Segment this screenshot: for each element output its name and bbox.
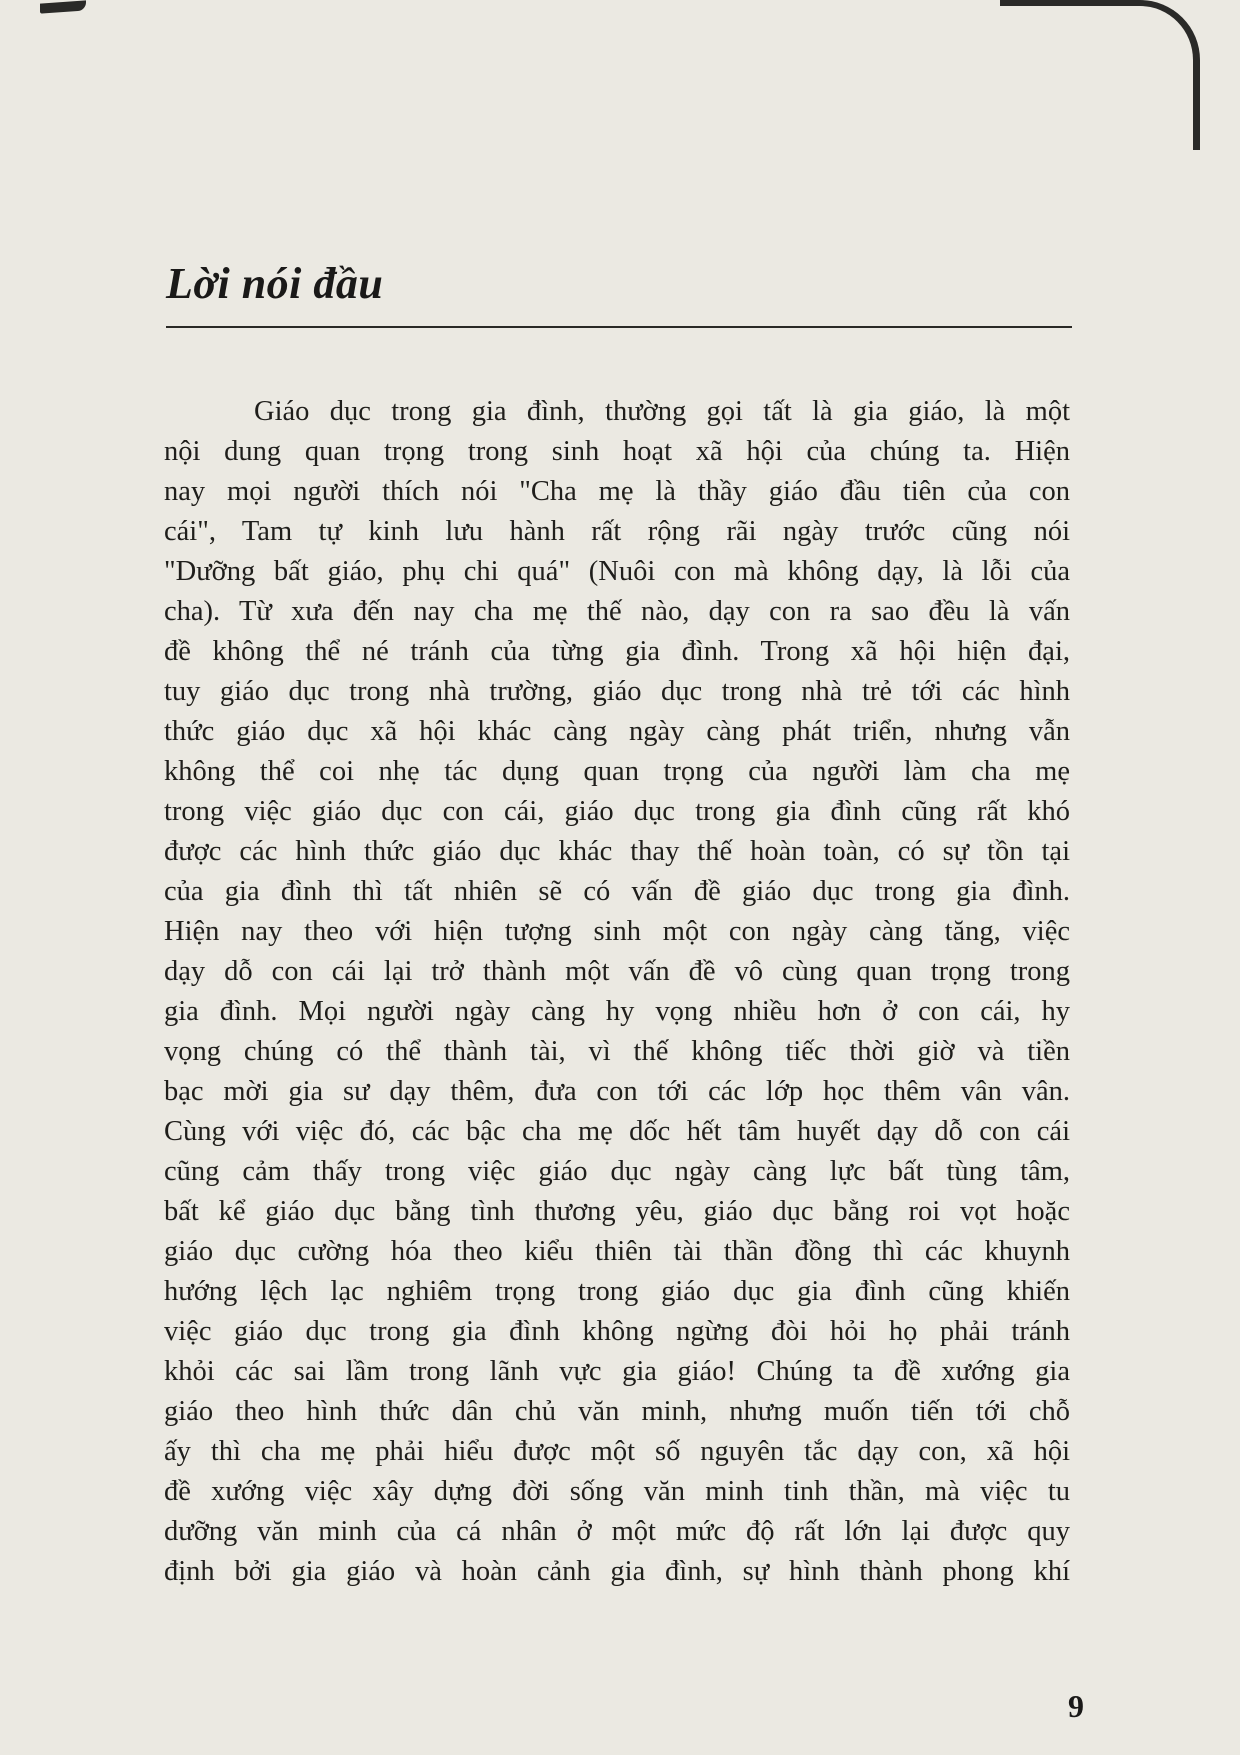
body-line: của gia đình thì tất nhiên sẽ có vấn đề giáo dục trong gia đình. <box>164 876 1070 907</box>
body-line: thức giáo dục xã hội khác càng ngày càng phát triển, nhưng vẫn <box>164 716 1070 747</box>
body-line: đề không thể né tránh của từng gia đình. Trong xã hội hiện đại, <box>164 636 1070 667</box>
body-line: dưỡng văn minh của cá nhân ở một mức độ rất lớn lại được quy <box>164 1516 1070 1547</box>
body-line: hướng lệch lạc nghiêm trọng trong giáo dục gia đình cũng khiến <box>164 1276 1070 1307</box>
body-line: trong việc giáo dục con cái, giáo dục trong gia đình cũng rất khó <box>164 796 1070 827</box>
body-line: bất kể giáo dục bằng tình thương yêu, giáo dục bằng roi vọt hoặc <box>164 1196 1070 1227</box>
body-line: cái", Tam tự kinh lưu hành rất rộng rãi ngày trước cũng nói <box>164 516 1070 547</box>
scan-edge-mark-left <box>40 0 86 13</box>
body-line: nội dung quan trọng trong sinh hoạt xã hội của chúng ta. Hiện <box>164 436 1070 467</box>
body-line: gia đình. Mọi người ngày càng hy vọng nhiều hơn ở con cái, hy <box>164 996 1070 1027</box>
body-line: khỏi các sai lầm trong lãnh vực gia giáo! Chúng ta đề xướng gia <box>164 1356 1070 1387</box>
page-number: 9 <box>1068 1688 1084 1724</box>
body-line: tuy giáo dục trong nhà trường, giáo dục trong nhà trẻ tới các hình <box>164 676 1070 707</box>
body-line: "Dưỡng bất giáo, phụ chi quá" (Nuôi con mà không dạy, là lỗi của <box>164 556 1070 587</box>
body-line: cha). Từ xưa đến nay cha mẹ thế nào, dạy con ra sao đều là vấn <box>164 596 1070 627</box>
body-line: dạy dỗ con cái lại trở thành một vấn đề vô cùng quan trọng trong <box>164 956 1070 987</box>
body-line: cũng cảm thấy trong việc giáo dục ngày càng lực bất tùng tâm, <box>164 1156 1070 1187</box>
heading-block <box>166 258 1072 328</box>
body-text <box>164 392 1070 1592</box>
body-line: không thể coi nhẹ tác dụng quan trọng của người làm cha mẹ <box>164 756 1070 787</box>
body-line: đề xướng việc xây dựng đời sống văn minh tinh thần, mà việc tu <box>164 1476 1070 1507</box>
body-line: định bởi gia giáo và hoàn cảnh gia đình, sự hình thành phong khí <box>164 1556 1070 1587</box>
scan-edge-mark-right <box>1000 0 1200 150</box>
body-line: ấy thì cha mẹ phải hiểu được một số nguyên tắc dạy con, xã hội <box>164 1436 1070 1467</box>
heading-rule <box>166 326 1072 328</box>
body-line: giáo theo hình thức dân chủ văn minh, nhưng muốn tiến tới chỗ <box>164 1396 1070 1427</box>
body-line: giáo dục cường hóa theo kiểu thiên tài thần đồng thì các khuynh <box>164 1236 1070 1267</box>
body-line: Giáo dục trong gia đình, thường gọi tất là gia giáo, là một <box>254 396 1070 427</box>
body-line: bạc mời gia sư dạy thêm, đưa con tới các lớp học thêm vân vân. <box>164 1076 1070 1107</box>
body-line: Hiện nay theo với hiện tượng sinh một con ngày càng tăng, việc <box>164 916 1070 947</box>
body-line: nay mọi người thích nói "Cha mẹ là thầy giáo đầu tiên của con <box>164 476 1070 507</box>
body-line: được các hình thức giáo dục khác thay thế hoàn toàn, có sự tồn tại <box>164 836 1070 867</box>
body-line: việc giáo dục trong gia đình không ngừng đòi hỏi họ phải tránh <box>164 1316 1070 1347</box>
body-line: Cùng với việc đó, các bậc cha mẹ dốc hết tâm huyết dạy dỗ con cái <box>164 1116 1070 1147</box>
body-line: vọng chúng có thể thành tài, vì thế không tiếc thời giờ và tiền <box>164 1036 1070 1067</box>
page-title: Lời nói đầu <box>166 259 384 308</box>
